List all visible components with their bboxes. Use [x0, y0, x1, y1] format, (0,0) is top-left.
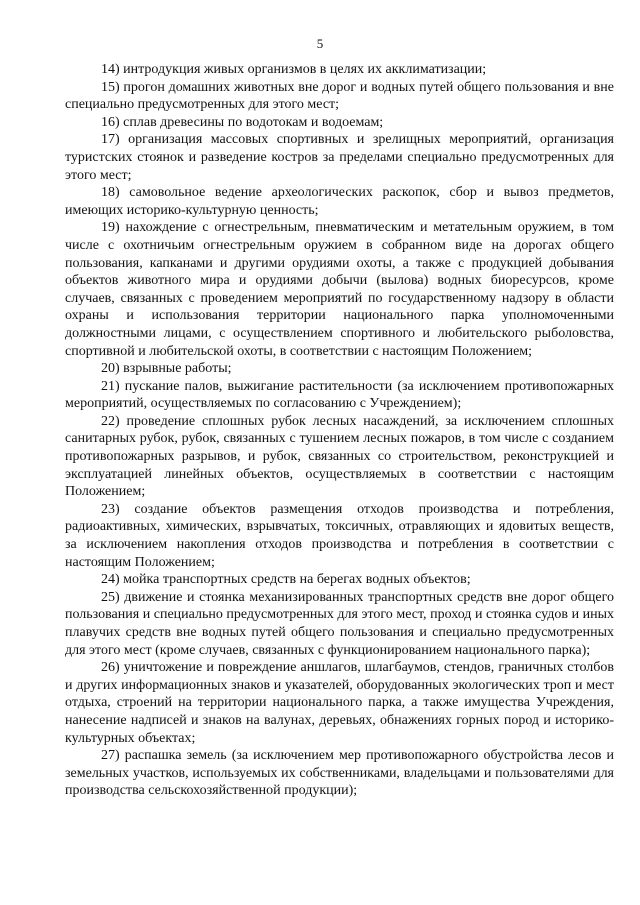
list-item-25: 25) движение и стоянка механизированных транспортных средств вне дорог общего пользования и специально предусмотренных для этого мест, проход и стоянка судов и иных плавучих средств вне водных путей общего пользования и специально предусмотренных для этого мест (кроме случаев, связанных с функционированием национального парка); — [65, 589, 614, 658]
list-item-23: 23) создание объектов размещения отходов производства и потребления, радиоактивных, химических, взрывчатых, токсичных, отравляющих и ядовитых веществ, за исключением накопления отходов производства и потребления в соответствии с настоящим Положением; — [65, 501, 614, 570]
list-item-16: 16) сплав древесины по водотокам и водоемам; — [101, 114, 384, 130]
list-item-20: 20) взрывные работы; — [101, 361, 232, 377]
prohibited-activities-list — [65, 61, 614, 800]
list-item-18: 18) самовольное ведение археологических раскопок, сбор и вывоз предметов, имеющих историко-культурную ценность; — [65, 185, 614, 218]
list-item-26: 26) уничтожение и повреждение аншлагов, шлагбаумов, стендов, граничных столбов и других информационных знаков и указателей, оборудованных экологических троп и мест отдыха, строений на территории национального парка, а также имущества Учреждения, нанесение надписей и знаков на валунах, деревьях, обнажениях горных пород и историко-культурных объектах; — [65, 660, 614, 746]
list-item-22: 22) проведение сплошных рубок лесных насаждений, за исключением сплошных санитарных рубок, рубок, связанных с тушением лесных пожаров, в том числе с созданием противопожарных разрывов, и рубок, связанных со строительством, реконструкцией и эксплуатацией линейных объектов, осуществляемых в соответствии с настоящим Положением; — [65, 413, 614, 500]
list-item-27: 27) распашка земель (за исключением мер противопожарного обустройства лесов и земельных участков, используемых их собственниками, владельцами и пользователями для производства сельскохозяйственной продукции); — [65, 748, 614, 799]
list-item-21: 21) пускание палов, выжигание растительности (за исключением противопожарных мероприятий, осуществляемых по согласованию с Учреждением); — [65, 378, 614, 412]
list-item-24: 24) мойка транспортных средств на берегах водных объектов; — [101, 572, 471, 588]
page-number: 5 — [316, 36, 324, 51]
list-item-17: 17) организация массовых спортивных и зрелищных мероприятий, организация туристских стоянок и разведение костров за пределами специально предусмотренных для этого мест; — [65, 132, 614, 183]
list-item-19: 19) нахождение с огнестрельным, пневматическим и метательным оружием, в том числе с охотничьим огнестрельным оружием в собранном виде на дорогах общего пользования, капканами и другими орудиями охоты, а также с продукцией добывания объектов животного мира и орудиями добычи (вылова) водных биоресурсов, кроме случаев, связанных с проведением мероприятий по государственному надзору в области охраны и использования территории национального парка уполномоченными должностными лицами, с осуществлением спортивного и любительского рыболовства, спортивной и любительской охоты, в соответствии с настоящим Положением; — [65, 220, 614, 359]
list-item-15: 15) прогон домашних животных вне дорог и водных путей общего пользования и вне специально предусмотренных для этого мест; — [65, 79, 614, 113]
list-item-14: 14) интродукция живых организмов в целях их акклиматизации; — [101, 62, 487, 77]
